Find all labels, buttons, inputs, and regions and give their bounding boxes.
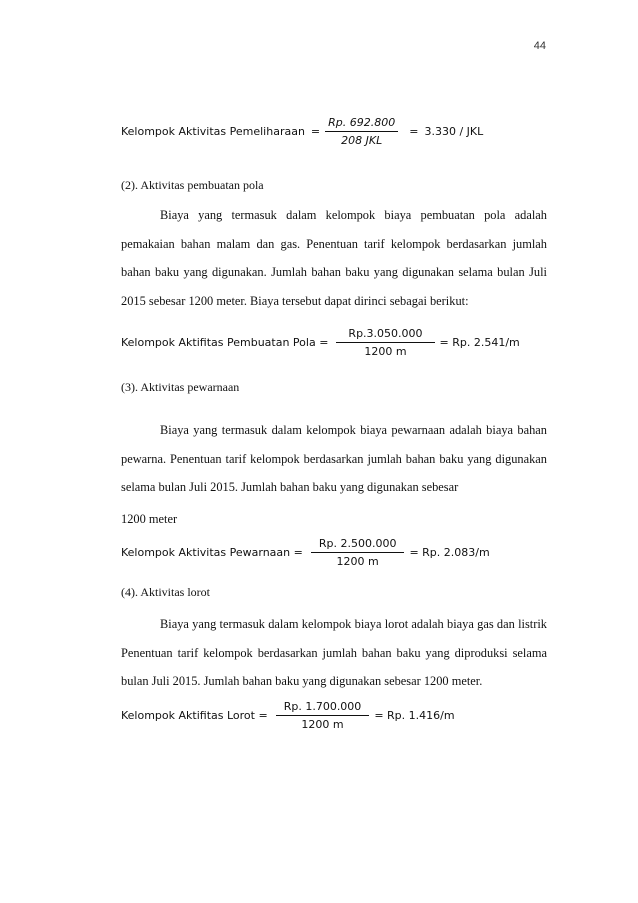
formula-pewarnaan [121, 537, 490, 568]
fraction-numerator: Rp. 2.500.000 [311, 537, 405, 553]
fraction [325, 116, 398, 147]
fraction [276, 700, 370, 731]
formula-result: = Rp. 2.541/m [439, 336, 520, 349]
equals-sign: = [409, 125, 419, 138]
formula-pemeliharaan [121, 116, 483, 147]
formula-label: Kelompok Aktifitas Lorot = [121, 709, 268, 722]
formula-label: Kelompok Aktivitas Pewarnaan = [121, 546, 303, 559]
formula-label: Kelompok Aktifitas Pembuatan Pola = [121, 336, 329, 349]
paragraph-pewarnaan-last-line: 1200 meter [121, 512, 178, 526]
fraction-numerator: Rp. 1.700.000 [276, 700, 370, 716]
section-heading-lorot: (4). Aktivitas lorot [121, 585, 210, 599]
fraction-denominator: 208 JKL [341, 134, 383, 147]
formula-label: Kelompok Aktivitas Pemeliharaan [121, 125, 305, 138]
paragraph-lorot: Biaya yang termasuk dalam kelompok biaya lorot adalah biaya gas dan listrik Penentuan tarif kelompok berdasarkan jumlah bahan baku yang diproduksi selama bulan Juli 2015. Jumlah bahan baku yang digunakan sebesar 1200 meter. [121, 617, 547, 688]
paragraph-pewarnaan: Biaya yang termasuk dalam kelompok biaya pewarnaan adalah biaya bahan pewarna. Penentuan tarif kelompok berdasarkan jumlah bahan baku yang digunakan selama bulan Juli 2015. Jumlah bahan baku yang digunakan sebesar [121, 423, 547, 494]
fraction-denominator: 1200 m [336, 555, 379, 568]
formula-lorot [121, 700, 455, 731]
formula-result: = Rp. 1.416/m [374, 709, 455, 722]
fraction-denominator: 1200 m [364, 345, 407, 358]
fraction [336, 327, 434, 358]
paragraph-pembuatan-pola: Biaya yang termasuk dalam kelompok biaya pembuatan pola adalah pemakaian bahan malam dan gas. Penentuan tarif kelompok berdasarkan jumlah bahan baku yang digunakan. Jumlah bahan baku yang digunakan selama bulan Juli 2015 sebesar 1200 meter. Biaya tersebut dapat dirinci sebagai berikut: [121, 208, 547, 308]
formula-result: 3.330 / JKL [424, 125, 484, 138]
formula-pembuatan-pola [121, 327, 520, 358]
formula-result: = Rp. 2.083/m [409, 546, 490, 559]
section-heading-pembuatan-pola: (2). Aktivitas pembuatan pola [121, 178, 264, 192]
section-heading-pewarnaan: (3). Aktivitas pewarnaan [121, 380, 240, 394]
fraction-denominator: 1200 m [301, 718, 344, 731]
fraction-numerator: Rp.3.050.000 [336, 327, 434, 343]
fraction [311, 537, 405, 568]
equals-sign: = [310, 125, 321, 138]
fraction-numerator: Rp. 692.800 [325, 116, 398, 132]
page-number: 44 [533, 40, 546, 52]
